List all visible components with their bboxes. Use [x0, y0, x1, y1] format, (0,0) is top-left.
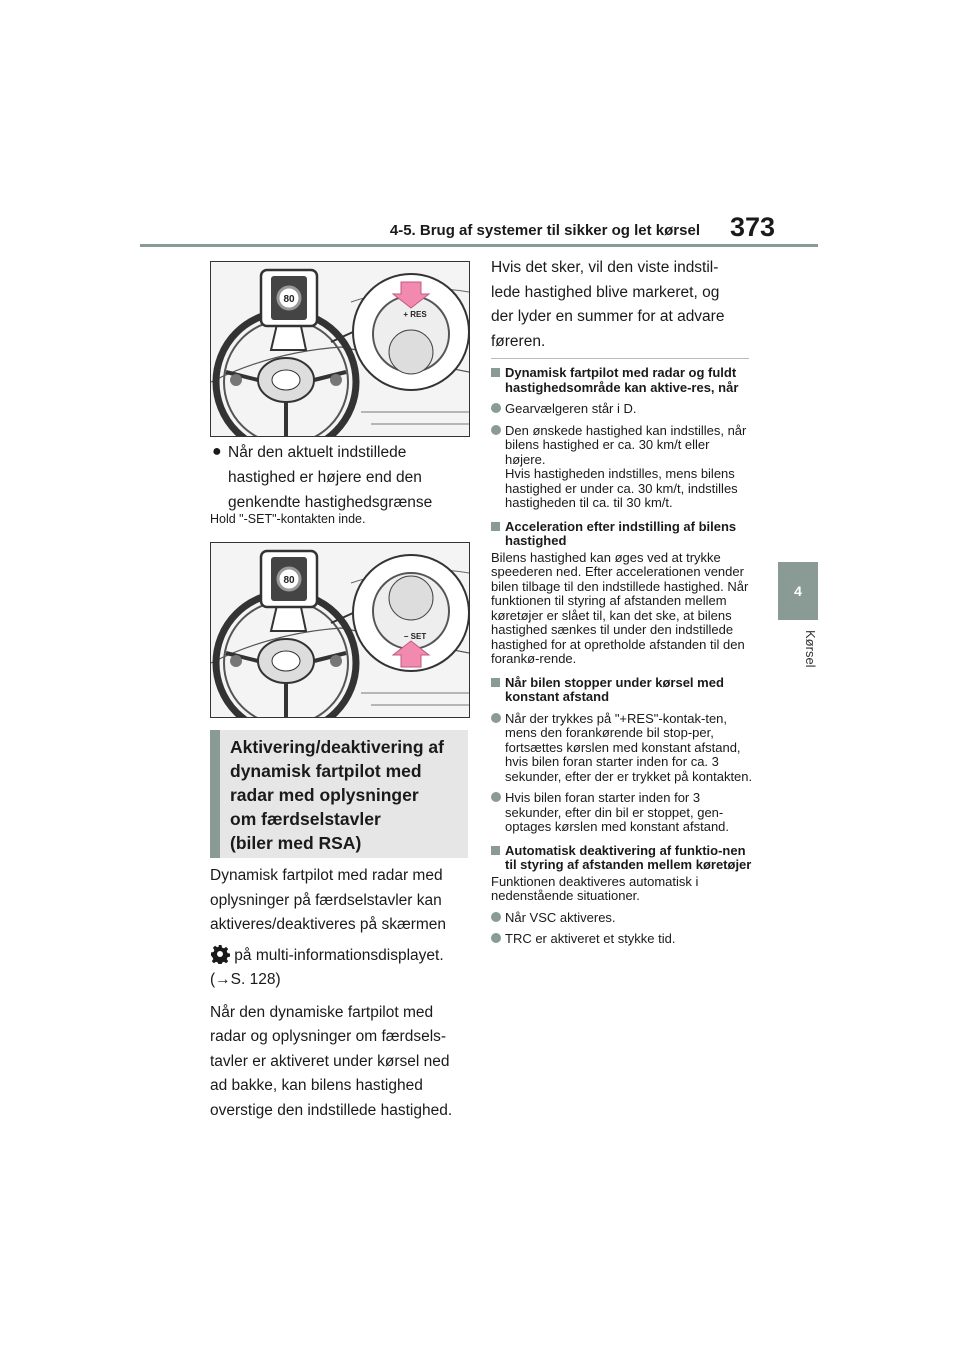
paragraph-line: lede hastighed blive markeret, og [491, 283, 720, 301]
paragraph-text: på multi-informationsdisplayet. [230, 946, 444, 964]
steering-wheel-set-illustration [211, 543, 469, 717]
list-item-text: Hvis hastigheden indstilles, mens bilens hastighed er under ca. 30 km/t, indstilles hastigheden til ca. til 30 km/t. [505, 466, 738, 510]
circle-bullet [491, 912, 501, 922]
list-item [491, 932, 753, 947]
list-item-text: TRC er aktiveret et stykke tid. [505, 931, 676, 946]
info-heading [491, 676, 753, 705]
info-paragraph: Bilens hastighed kan øges ved at trykke speederen ned. Efter accelerationen vender bilen tilbage til den indstillede hastighed. Når funktionen til styring af afstanden mellem køretøjer er slået til, kan det ske, at bilens hastighed sænkes til under den indstillede hastighed for at opretholde afstanden til den forankø-rende. [491, 549, 749, 666]
separator-line [491, 358, 749, 359]
circle-bullet [491, 425, 501, 435]
section-heading-line: Aktivering/deaktivering af [230, 737, 444, 757]
list-item [491, 712, 753, 785]
activation-paragraph [210, 864, 472, 1123]
section-heading-line: radar med oplysninger [230, 785, 419, 805]
list-item [491, 911, 753, 926]
page-reference: (→S. 128) [210, 971, 281, 988]
bullet-line: hastighed er højere end den [228, 469, 422, 486]
section-heading-line: om færdselstavler [230, 809, 381, 829]
list-item-text: Når VSC aktiveres. [505, 909, 616, 925]
paragraph-line: Hvis det sker, vil den viste indstil- [491, 259, 719, 276]
section-heading-line: dynamisk fartpilot med [230, 761, 422, 781]
list-item [491, 791, 753, 835]
info-heading-text: Når bilen stopper under kørsel med konstant afstand [505, 674, 724, 704]
bullet-line: Når den aktuelt indstillede [228, 444, 407, 461]
header-rule [140, 244, 818, 247]
speed-sign-value: 80 [283, 575, 295, 586]
info-heading-text: Acceleration efter indstilling af bilens hastighed [505, 518, 737, 548]
list-item [491, 402, 753, 417]
paragraph-line: Når den dynamiske fartpilot med [210, 1003, 434, 1021]
paragraph-line: tavler er aktiveret under kørsel ned [210, 1052, 450, 1070]
figure-steering-res [210, 261, 470, 437]
list-item-text: Gearvælgeren står i D. [505, 401, 637, 416]
set-switch-label: − SET [403, 632, 427, 641]
chapter-tab-label: Kørsel [803, 630, 818, 668]
chapter-tab-number: 4 [778, 562, 818, 620]
page-number: 373 [730, 212, 776, 242]
steering-wheel-res-illustration [211, 262, 469, 436]
res-switch-label: + RES [403, 310, 427, 319]
instruction-note: Hold "-SET"-kontakten inde. [210, 512, 366, 526]
circle-bullet [491, 713, 501, 723]
gear-icon [210, 944, 230, 964]
section-heading-line: (biler med RSA) [230, 833, 362, 853]
section-header-title: 4-5. Brug af systemer til sikker og let kørsel [389, 222, 700, 239]
paragraph-line-with-icon [210, 944, 472, 969]
paragraph-line: oplysninger på færdselstavler kan [210, 891, 442, 909]
info-paragraph: Funktionen deaktiveres automatisk i nedenstående situationer. [491, 873, 699, 903]
info-heading [491, 366, 753, 395]
square-bullet [491, 846, 500, 855]
condition-bullet [210, 440, 470, 515]
circle-bullet [491, 933, 501, 943]
list-item-text: Den ønskede hastighed kan indstilles, når bilens hastighed er ca. 30 km/t eller højere. [505, 422, 747, 467]
square-bullet [491, 522, 500, 531]
bullet-dot: ● [212, 443, 222, 460]
paragraph-line: ad bakke, kan bilens hastighed [210, 1077, 423, 1094]
paragraph-line: aktiveres/deaktiveres på skærmen [210, 916, 447, 933]
figure-steering-set [210, 542, 470, 718]
info-heading [491, 844, 753, 873]
circle-bullet [491, 403, 501, 413]
paragraph-line: overstige den indstillede hastighed. [210, 1101, 453, 1119]
paragraph-line: der lyder en summer for at advare [491, 308, 725, 325]
list-item-text: Når der trykkes på "+RES"-kontak-ten, mens den forankørende bil stop-per, fortsættes kørslen med konstant afstand, hvis bilen foran starter inden for ca. 3 sekunder, efter der er trykket på kontakten. [505, 710, 753, 784]
circle-bullet [491, 792, 501, 802]
bullet-line: genkendte hastighedsgrænse [228, 494, 433, 511]
list-item [491, 424, 753, 511]
info-heading [491, 520, 753, 549]
square-bullet [491, 678, 500, 687]
info-heading-text: Dynamisk fartpilot med radar og fuldt hastighedsområde kan aktive-res, når [505, 365, 739, 395]
paragraph-line: Dynamisk fartpilot med radar med [210, 867, 443, 884]
speed-sign-value: 80 [283, 294, 295, 305]
paragraph-line: føreren. [491, 332, 546, 350]
warning-paragraph [491, 256, 756, 354]
square-bullet [491, 368, 500, 377]
info-section-1 [491, 366, 753, 947]
info-heading-text: Automatisk deaktivering af funktio-nen til styring af afstanden mellem køretøjer [505, 842, 752, 872]
list-item-text: Hvis bilen foran starter inden for 3 sekunder, efter din bil er stoppet, gen-optages kørslen med konstant afstand. [505, 790, 730, 834]
paragraph-line: radar og oplysninger om færdsels- [210, 1028, 447, 1045]
section-heading-box [210, 730, 468, 858]
section-heading [230, 735, 470, 855]
